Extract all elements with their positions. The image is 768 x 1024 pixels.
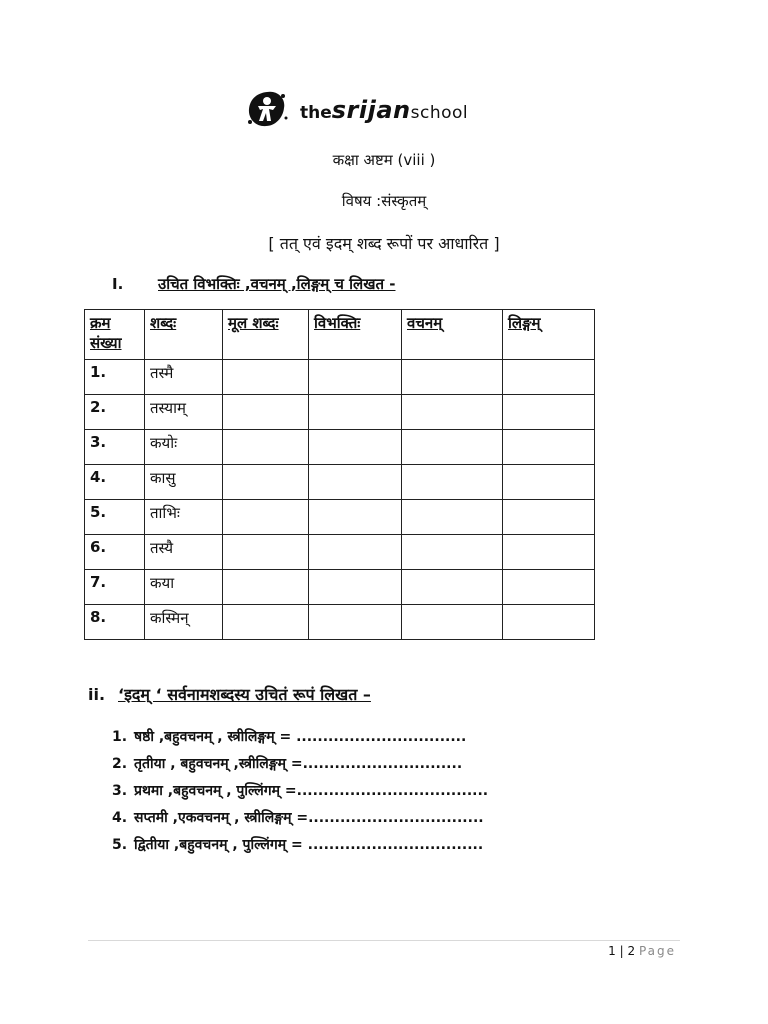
column-header-number: वचनम् — [402, 310, 503, 360]
row-word: कस्मिन् — [145, 605, 223, 640]
answer-cell — [402, 570, 503, 605]
answer-cell — [309, 570, 402, 605]
list-item: 5. द्वितीया ,बहुवचनम् , पुल्लिंगम् = ................................. — [112, 837, 484, 853]
answer-cell — [223, 570, 309, 605]
table-row — [85, 465, 595, 500]
column-header-root-word: मूल शब्दः — [223, 310, 309, 360]
row-word: तस्याम् — [145, 395, 223, 430]
subject-line: विषय :संस्कृतम् — [341, 192, 427, 210]
answer-cell — [503, 465, 595, 500]
answer-cell — [309, 605, 402, 640]
answer-cell — [503, 605, 595, 640]
row-word: ताभिः — [145, 500, 223, 535]
table-row — [85, 395, 595, 430]
footer-divider — [88, 940, 680, 941]
row-word: तस्मै — [145, 360, 223, 395]
row-number: 1. — [85, 360, 145, 395]
table-row — [85, 570, 595, 605]
row-number: 6. — [85, 535, 145, 570]
section-2-heading: ‘इदम् ‘ सर्वनामशब्दस्य उचितं रूपं लिखत – — [118, 685, 371, 704]
page-footer — [608, 944, 676, 958]
section-1-number: I. — [112, 275, 124, 293]
row-word: कयोः — [145, 430, 223, 465]
word-forms-table — [84, 309, 595, 640]
class-line: कक्षा अष्टम (viii ) — [332, 151, 436, 169]
answer-cell — [223, 605, 309, 640]
row-word: तस्यै — [145, 535, 223, 570]
answer-cell — [223, 395, 309, 430]
section-1-heading: उचित विभक्तिः ,वचनम् ,लिङ्गम् च लिखत - — [158, 275, 396, 293]
answer-cell — [402, 430, 503, 465]
answer-cell — [309, 430, 402, 465]
table-row — [85, 430, 595, 465]
answer-cell — [309, 395, 402, 430]
page-number: 1 | 2 — [608, 944, 636, 958]
answer-cell — [402, 535, 503, 570]
answer-cell — [309, 360, 402, 395]
answer-cell — [309, 535, 402, 570]
table-row — [85, 605, 595, 640]
section-2-title — [88, 683, 371, 705]
row-word: कया — [145, 570, 223, 605]
table-header-row — [85, 310, 595, 360]
topic-line: [ तत् एवं इदम् शब्द रूपों पर आधारित ] — [268, 234, 500, 253]
answer-cell — [223, 430, 309, 465]
answer-cell — [503, 535, 595, 570]
row-number: 3. — [85, 430, 145, 465]
answer-cell — [503, 500, 595, 535]
answer-cell — [223, 360, 309, 395]
row-number: 8. — [85, 605, 145, 640]
answer-cell — [309, 465, 402, 500]
srijan-emblem-icon — [244, 88, 290, 132]
answer-cell — [503, 570, 595, 605]
list-item: 4. सप्तमी ,एकवचनम् , स्त्रीलिङ्गम् =................................. — [112, 810, 484, 826]
logo-wordmark: thesrijanschool — [300, 96, 469, 124]
answer-cell — [503, 395, 595, 430]
school-logo — [244, 88, 484, 132]
answer-cell — [402, 500, 503, 535]
column-header-case: विभक्तिः — [309, 310, 402, 360]
section-2-number: ii. — [88, 685, 106, 704]
idam-questions-list — [112, 726, 488, 861]
column-header-gender: लिङ्गम् — [503, 310, 595, 360]
table-row — [85, 535, 595, 570]
answer-cell — [223, 500, 309, 535]
row-number: 2. — [85, 395, 145, 430]
section-1-title — [112, 274, 396, 294]
list-item: 3. प्रथमा ,बहुवचनम् , पुल्लिंगम् =.................................... — [112, 783, 489, 799]
answer-cell — [402, 465, 503, 500]
table-row — [85, 360, 595, 395]
list-item: 1. षष्ठी ,बहुवचनम् , स्त्रीलिङ्गम् = ................................ — [112, 729, 467, 745]
row-number: 4. — [85, 465, 145, 500]
column-header-word: शब्दः — [145, 310, 223, 360]
column-header-serial: क्रम संख्या — [85, 310, 145, 360]
answer-cell — [402, 360, 503, 395]
answer-cell — [503, 430, 595, 465]
row-number: 7. — [85, 570, 145, 605]
answer-cell — [503, 360, 595, 395]
answer-cell — [223, 465, 309, 500]
answer-cell — [402, 605, 503, 640]
answer-cell — [402, 395, 503, 430]
table-row — [85, 500, 595, 535]
row-number: 5. — [85, 500, 145, 535]
answer-cell — [223, 535, 309, 570]
row-word: कासु — [145, 465, 223, 500]
list-item: 2. तृतीया , बहुवचनम् ,स्त्रीलिङ्गम् =.............................. — [112, 756, 463, 772]
page-label: Page — [638, 944, 676, 958]
answer-cell — [309, 500, 402, 535]
